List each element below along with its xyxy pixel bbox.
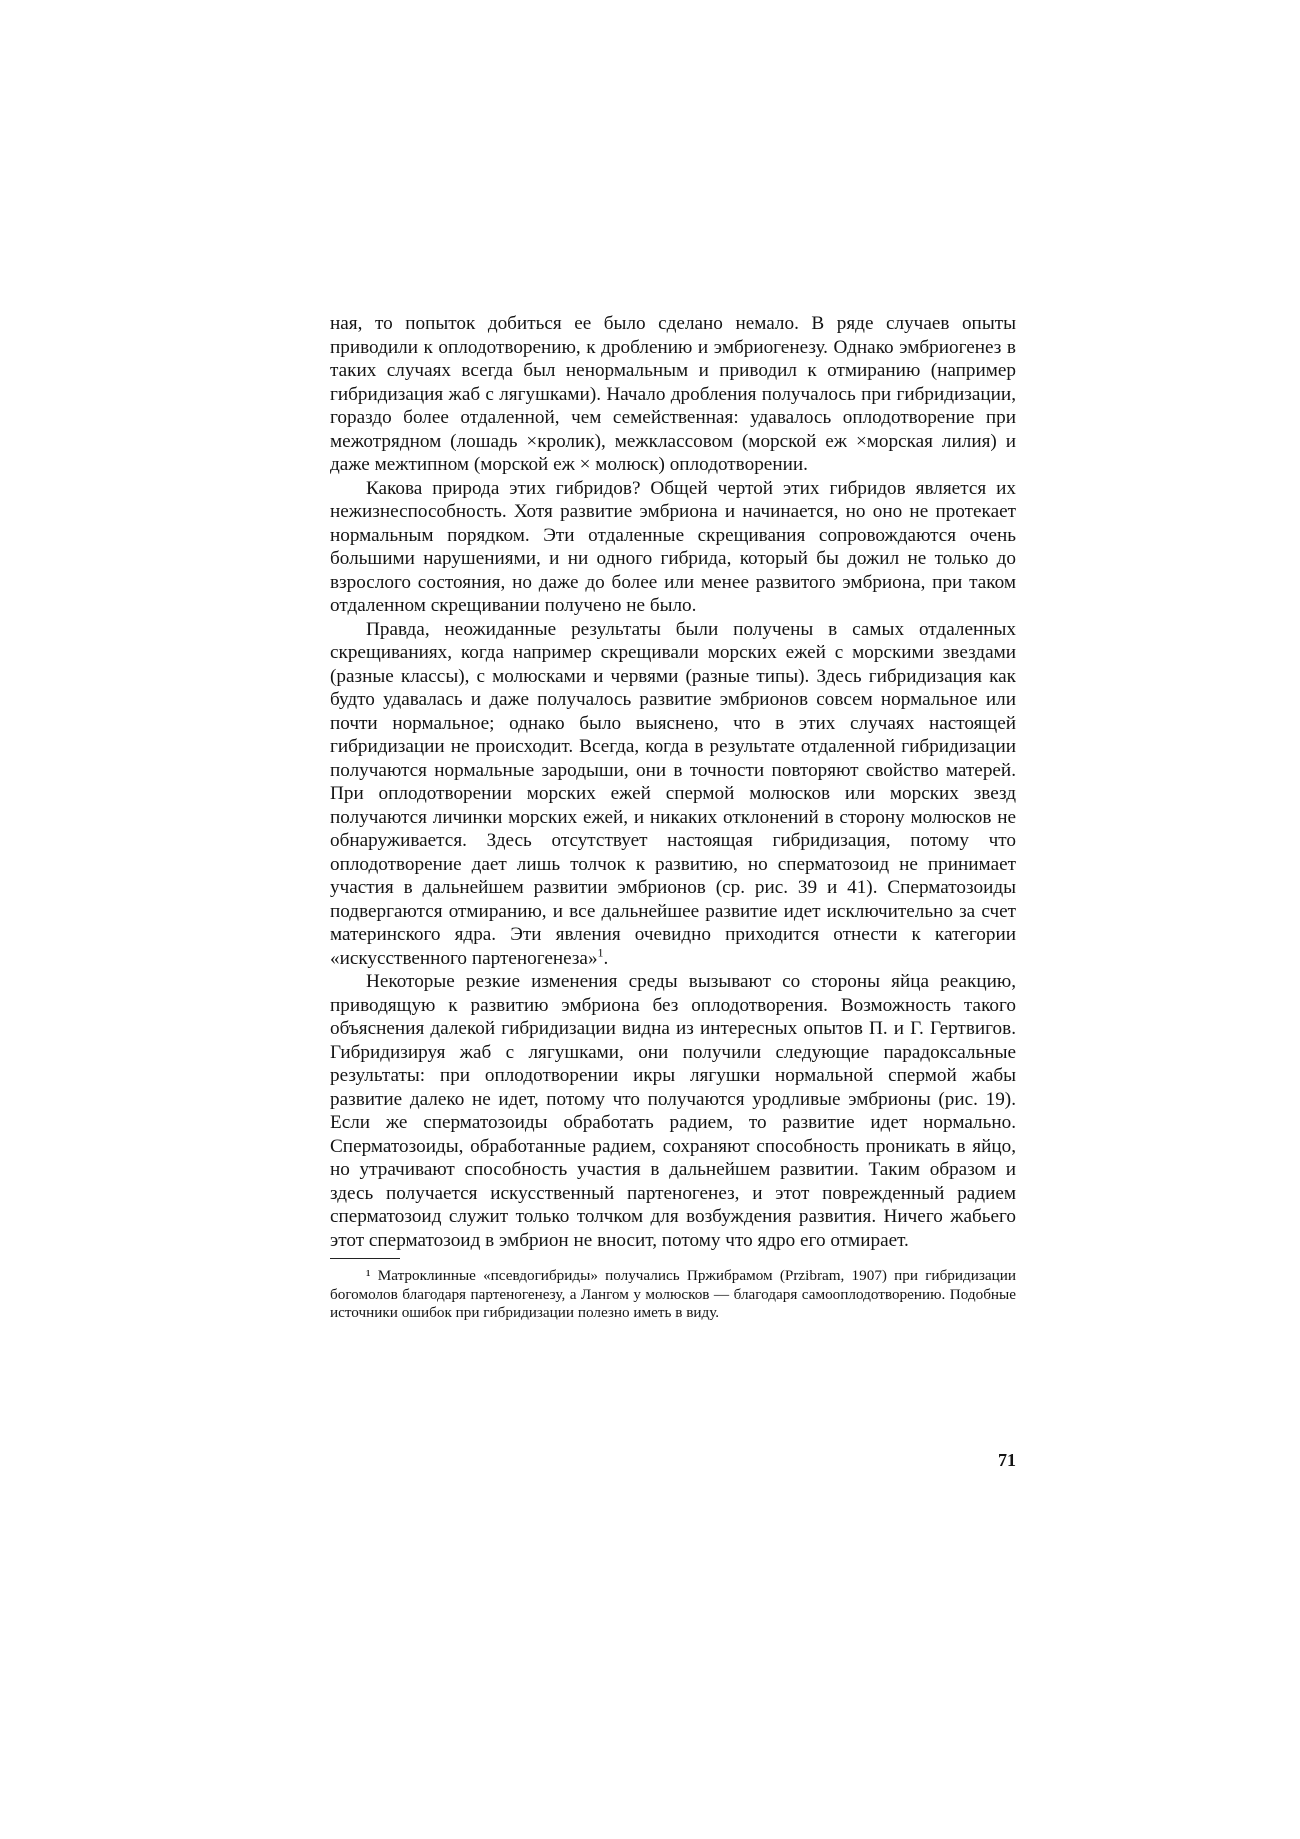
paragraph-2: Какова природа этих гибридов? Общей чертой этих гибридов является их нежизнеспособность. Хотя развитие эмбриона и начинается, но оно не протекает нормальным порядком. Эти отдаленные скрещивания сопровождаются очень большими нарушениями, и ни одного гибрида, который бы дожил не только до взрослого состояния, но даже до более или менее развитого эмбриона, при таком отдаленном скрещивании получено не было. [330,477,1016,616]
footnote-reference: 1 [597,945,604,960]
page-body [330,312,1016,1323]
footnote-divider [330,1258,400,1259]
page-number: 71 [998,1450,1016,1470]
paragraph-3-text: Правда, неожиданные результаты были получены в самых отдаленных скрещиваниях, когда например скрещивали морских ежей с морскими звездами (разные классы), с молюсками и червями (разные типы). Здесь гибридизация как будто удавалась и даже получалось развитие эмбрионов совсем нормальное или почти нормальное; однако было выяснено, что в этих случаях настоящей гибридизации не происходит. Всегда, когда в результате отдаленной гибридизации получаются нормальные зародыши, они в точности повторяют свойство матерей. При оплодотворении морских ежей спермой молюсков или морских звезд получаются личинки морских ежей, и никаких отклонений в сторону молюсков не обнаруживается. Здесь отсутствует настоящая гибридизация, потому что оплодотворение дает лишь толчок к развитию, но сперматозоид не принимает участия в дальнейшем развитии эмбрионов (ср. рис. 39 и 41). Сперматозоиды подвергаются отмиранию, и все дальнейшее развитие идет исключительно за счет материнского ядра. Эти явления очевидно приходится отнести к категории «искусственного партеногенеза» [330,618,1016,969]
paragraph-1: ная, то попыток добиться ее было сделано немало. В ряде случаев опыты приводили к оплодотворению, к дроблению и эмбриогенезу. Однако эмбриогенез в таких случаях всегда был ненормальным и приводил к отмиранию (например гибридизация жаб с лягушками). Начало дробления получалось при гибридизации, гораздо более отдаленной, чем семейственная: удавалось оплодотворение при межотрядном (лошадь ×кролик), межклассовом (морской еж ×морская лилия) и даже межтипном (морской еж × молюск) оплодотворении. [330,313,1016,475]
paragraph-3: Правда, неожиданные результаты были получены в самых отдаленных скрещиваниях, когда например скрещивали морских ежей с морскими звездами (разные классы), с молюсками и червями (разные типы). Здесь гибридизация как будто удавалась и даже получалось развитие эмбрионов совсем нормальное или почти нормальное; однако было выяснено, что в этих случаях настоящей гибридизации не происходит. Всегда, когда в результате отдаленной гибридизации получаются нормальные зародыши, они в точности повторяют свойство матерей. При оплодотворении морских ежей спермой молюсков или морских звезд получаются личинки морских ежей, и никаких отклонений в сторону молюсков не обнаруживается. Здесь отсутствует настоящая гибридизация, потому что оплодотворение дает лишь толчок к развитию, но сперматозоид не принимает участия в дальнейшем развитии эмбрионов (ср. рис. 39 и 41). Сперматозоиды подвергаются отмиранию, и все дальнейшее развитие идет исключительно за счет материнского ядра. Эти явления очевидно приходится отнести к категории «искусственного партеногенеза»$^1$. [330,618,1016,969]
paragraph-4: Некоторые резкие изменения среды вызывают со стороны яйца реакцию, приводящую к развитию эмбриона без оплодотворения. Возможность такого объяснения далекой гибридизации видна из интересных опытов П. и Г. Гертвигов. Гибридизируя жаб с лягушками, они получили следующие парадоксальные результаты: при оплодотворении икры лягушки нормальной спермой жабы развитие далеко не идет, потому что получаются уродливые эмбрионы (рис. 19). Если же сперматозоиды обработать радием, то развитие идет нормально. Сперматозоиды, обработанные радием, сохраняют способность проникать в яйцо, но утрачивают способность участия в дальнейшем развитии. Таким образом и здесь получается искусственный партеногенез, и этот поврежденный радием сперматозоид служит только толчком для возбуждения развития. Ничего жабьего этот сперматозоид в эмбрион не вносит, потому что ядро его отмирает. [330,971,1016,1251]
footnote: ¹ Матроклинные «псевдогибриды» получались Пржибрамом (Przibram, 1907) при гибридизации богомолов благодаря партеногенезу, а Лангом у молюсков — благодаря самооплодотворению. Подобные источники ошибок при гибридизации полезно иметь в виду. [330,1267,1016,1321]
